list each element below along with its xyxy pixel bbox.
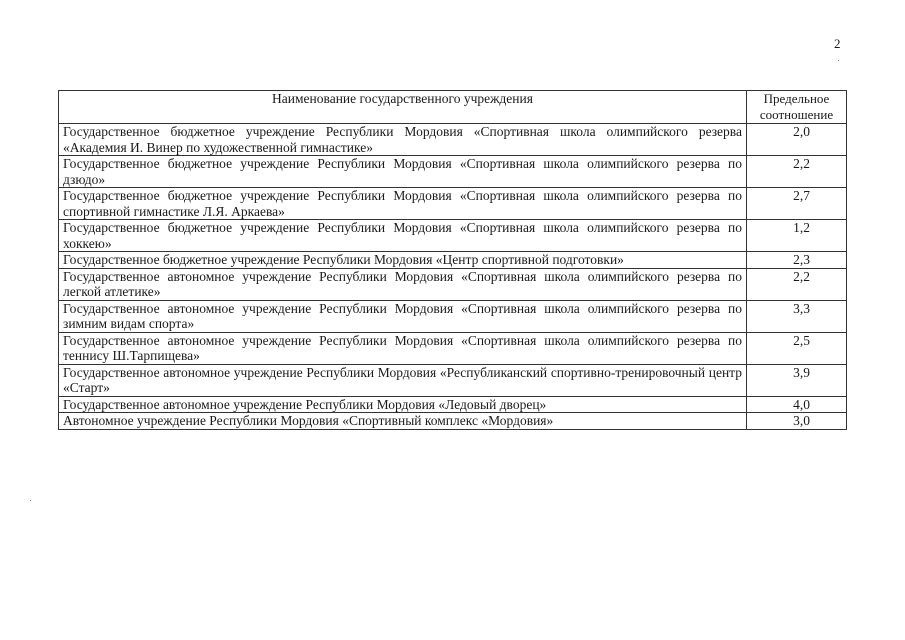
- table-row: [59, 268, 847, 300]
- ratio-value: 2,0: [793, 124, 810, 139]
- table-row: [59, 396, 847, 413]
- ratio-value: 2,2: [793, 156, 810, 171]
- ratio-value: 1,2: [793, 220, 810, 235]
- page-number: 2: [834, 36, 841, 51]
- table-row: [59, 252, 847, 269]
- table-row: [59, 220, 847, 252]
- ratio-value: 4,0: [793, 396, 810, 412]
- institution-name: Государственное автономное учреждение Республики Мордовия «Спортивная школа олимпийского резерва по легкой атлетике»: [59, 268, 747, 300]
- header-institution-name: Наименование государственного учреждения: [59, 91, 747, 124]
- institution-name: Государственное автономное учреждение Республики Мордовия «Республиканский спортивно-тренировочный центр «Старт»: [59, 364, 747, 396]
- table-row: [59, 124, 847, 156]
- scan-speck: [30, 500, 31, 501]
- institution-name: Государственное автономное учреждение Республики Мордовия «Спортивная школа олимпийского резерва по теннису Ш.Тарпищева»: [59, 332, 747, 364]
- table-row: [59, 188, 847, 220]
- ratio-value: 3,0: [793, 413, 810, 428]
- institution-name: Государственное автономное учреждение Республики Мордовия «Ледовый дворец»: [59, 396, 747, 413]
- table-row: [59, 413, 847, 430]
- institution-name: Государственное бюджетное учреждение Республики Мордовия «Спортивная школа олимпийского резерва «Академия И. Винер по художественной гимнастике»: [59, 124, 747, 156]
- table-row: [59, 156, 847, 188]
- institution-name: Автономное учреждение Республики Мордовия «Спортивный комплекс «Мордовия»: [59, 413, 747, 430]
- ratio-value: 2,3: [793, 252, 810, 267]
- ratio-value: 2,7: [793, 188, 810, 203]
- institution-name: Государственное автономное учреждение Республики Мордовия «Спортивная школа олимпийского резерва по зимним видам спорта»: [59, 300, 747, 332]
- institution-name: Государственное бюджетное учреждение Республики Мордовия «Спортивная школа олимпийского резерва по хоккею»: [59, 220, 747, 252]
- scan-speck: [838, 60, 839, 61]
- institution-name: Государственное бюджетное учреждение Республики Мордовия «Спортивная школа олимпийского резерва по дзюдо»: [59, 156, 747, 188]
- institution-name: Государственное бюджетное учреждение Республики Мордовия «Спортивная школа олимпийского резерва по спортивной гимнастике Л.Я. Аркаева»: [59, 188, 747, 220]
- table-row: [59, 332, 847, 364]
- table-row: [59, 300, 847, 332]
- ratio-value: 3,9: [793, 364, 810, 380]
- ratio-value: 2,5: [793, 332, 810, 348]
- table-header-row: [59, 91, 847, 124]
- institutions-ratio-table: [58, 90, 847, 430]
- ratio-value: 3,3: [793, 300, 810, 316]
- ratio-value: 2,2: [793, 268, 810, 284]
- institution-name: Государственное бюджетное учреждение Республики Мордовия «Центр спортивной подготовки»: [59, 252, 747, 269]
- header-max-ratio: Предельное соотношение: [747, 91, 847, 124]
- table-row: [59, 364, 847, 396]
